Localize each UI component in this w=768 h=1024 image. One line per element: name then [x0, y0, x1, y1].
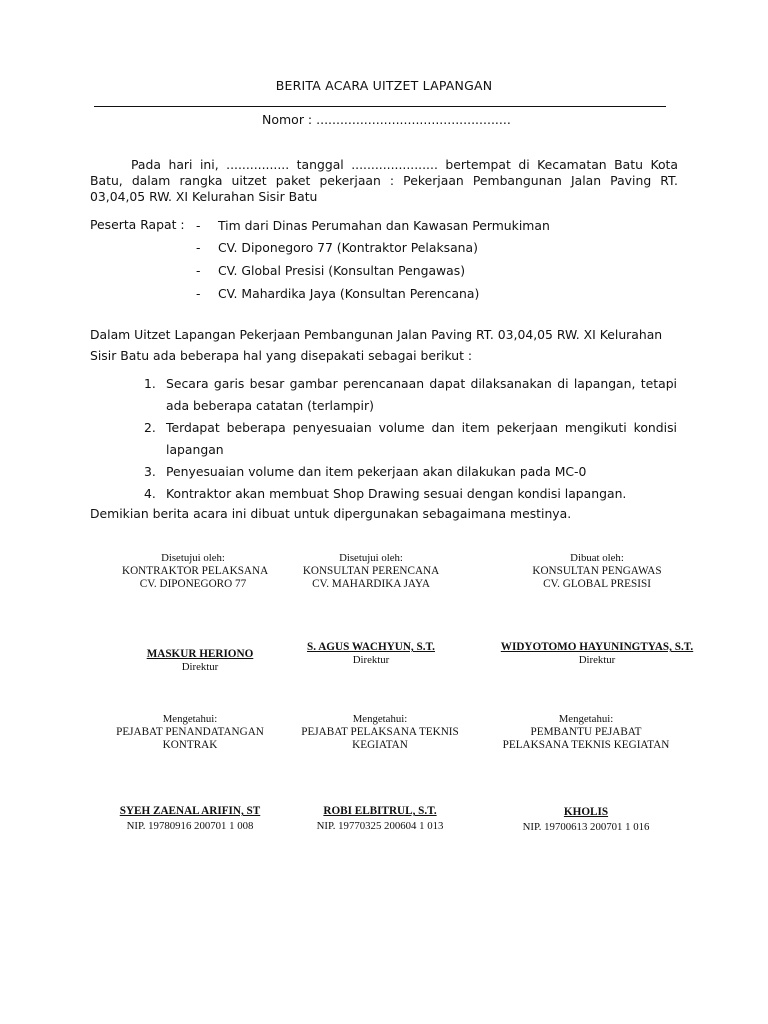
- signatory-ppk: [100, 805, 280, 833]
- signatory-role: KONTRAKTOR PELAKSANA: [122, 565, 269, 577]
- signatory-role: PEMBANTU PEJABAT: [530, 726, 642, 738]
- signatory-title: Direktur: [578, 654, 616, 666]
- bullet-dash: -: [196, 263, 201, 278]
- signatory-title: Direktur: [181, 661, 219, 673]
- acknowledged-label: Mengetahui:: [558, 713, 614, 725]
- signatory-name: KHOLIS: [563, 806, 609, 818]
- point-text: Kontraktor akan membuat Shop Drawing sesuai dengan kondisi lapangan.: [166, 486, 627, 501]
- agreement-point: [140, 373, 677, 417]
- agreement-point: [140, 417, 677, 461]
- agreement-paragraph: [90, 324, 690, 366]
- signatory-company: CV. MAHARDIKA JAYA: [312, 578, 430, 590]
- point-text: Penyesuaian volume dan item pekerjaan akan dilakukan pada MC-0: [166, 464, 587, 479]
- agreement-point: [140, 461, 677, 483]
- signature-block-pembantu: [480, 713, 692, 752]
- peserta-item: [196, 240, 478, 255]
- document-title: BERITA ACARA UITZET LAPANGAN: [275, 78, 493, 93]
- signatory-nip: NIP. 19770325 200604 1 013: [316, 820, 444, 832]
- approval-label: Disetujui oleh:: [339, 552, 403, 564]
- agreement-line-1: Dalam Uitzet Lapangan Pekerjaan Pembangunan Jalan Paving RT. 03,04,05 RW. XI Kelurahan: [90, 327, 663, 342]
- signature-block-pengawas: [482, 552, 712, 591]
- bullet-dash: -: [196, 286, 201, 301]
- signatory-name: MASKUR HERIONO: [146, 648, 254, 660]
- signature-block-perencana: [284, 552, 458, 591]
- signatory-name: WIDYOTOMO HAYUNINGTYAS, S.T.: [500, 641, 694, 653]
- acknowledged-label: Mengetahui:: [162, 713, 218, 725]
- title-underline: [94, 106, 666, 107]
- point-text: Secara garis besar gambar perencanaan dapat dilaksanakan di lapangan, tetapi ada beberapa catatan (terlampir): [166, 376, 677, 413]
- bullet-dash: -: [196, 218, 201, 233]
- signatory-role: PEJABAT PENANDATANGAN: [116, 726, 264, 738]
- bullet-dash: -: [196, 240, 201, 255]
- signatory-pembantu: [480, 806, 692, 834]
- peserta-item: [196, 263, 465, 278]
- signatory-nip: NIP. 19780916 200701 1 008: [126, 820, 254, 832]
- signatory-title: Direktur: [352, 654, 390, 666]
- point-text: Terdapat beberapa penyesuaian volume dan item pekerjaan mengikuti kondisi lapangan: [166, 420, 677, 457]
- signatory-company: CV. GLOBAL PRESISI: [543, 578, 651, 590]
- acknowledged-label: Mengetahui:: [352, 713, 408, 725]
- closing-statement: Demikian berita acara ini dibuat untuk dipergunakan sebagaimana mestinya.: [90, 506, 572, 521]
- point-number: 1.: [144, 376, 156, 391]
- signature-block-pptk: [280, 713, 480, 752]
- signatory-role: PELAKSANA TEKNIS KEGIATAN: [502, 739, 670, 751]
- signatory-kontraktor: [120, 648, 280, 674]
- document-number: Nomor : .................................................: [262, 112, 511, 127]
- intro-text: Pada hari ini, ................ tanggal ...................... bertempat di Kecamatan Batu Kota Batu, dalam rangka uitzet paket pekerjaan : Pekerjaan Pembangunan Jalan Paving RT. 03,04,05 RW. XI Kelurahan Sisir Batu: [90, 157, 678, 204]
- signatory-role: KONSULTAN PENGAWAS: [532, 565, 662, 577]
- agreement-points: [140, 373, 677, 505]
- peserta-text: Tim dari Dinas Perumahan dan Kawasan Permukiman: [218, 218, 550, 233]
- signature-block-kontraktor: [110, 552, 276, 591]
- point-number: 2.: [144, 420, 156, 435]
- signatory-perencana: [284, 641, 458, 667]
- signatory-role: KONTRAK: [162, 739, 218, 751]
- point-number: 3.: [144, 464, 156, 479]
- peserta-item: [196, 218, 550, 233]
- point-number: 4.: [144, 486, 156, 501]
- signatory-name: S. AGUS WACHYUN, S.T.: [307, 641, 435, 653]
- peserta-text: CV. Diponegoro 77 (Kontraktor Pelaksana): [218, 240, 478, 255]
- signatory-company: CV. DIPONEGORO 77: [139, 578, 247, 590]
- signatory-pengawas: [482, 641, 712, 667]
- peserta-text: CV. Global Presisi (Konsultan Pengawas): [218, 263, 466, 278]
- signatory-nip: NIP. 19700613 200701 1 016: [522, 821, 650, 833]
- agreement-point: [140, 483, 677, 505]
- signature-block-ppk: [100, 713, 280, 752]
- peserta-text: CV. Mahardika Jaya (Konsultan Perencana): [218, 286, 480, 301]
- peserta-item: [196, 286, 479, 301]
- agreement-line-2: Sisir Batu ada beberapa hal yang disepakati sebagai berikut :: [90, 348, 473, 363]
- signatory-role: KONSULTAN PERENCANA: [302, 565, 440, 577]
- approval-label: Disetujui oleh:: [161, 552, 225, 564]
- signatory-role: KEGIATAN: [352, 739, 408, 751]
- signatory-role: PEJABAT PELAKSANA TEKNIS: [301, 726, 459, 738]
- signatory-pptk: [280, 805, 480, 833]
- approval-label: Dibuat oleh:: [570, 552, 624, 564]
- signatory-name: ROBI ELBITRUL, S.T.: [323, 805, 437, 817]
- intro-paragraph: [90, 157, 678, 205]
- signatory-name: SYEH ZAENAL ARIFIN, ST: [119, 805, 261, 817]
- peserta-label: Peserta Rapat :: [90, 217, 185, 232]
